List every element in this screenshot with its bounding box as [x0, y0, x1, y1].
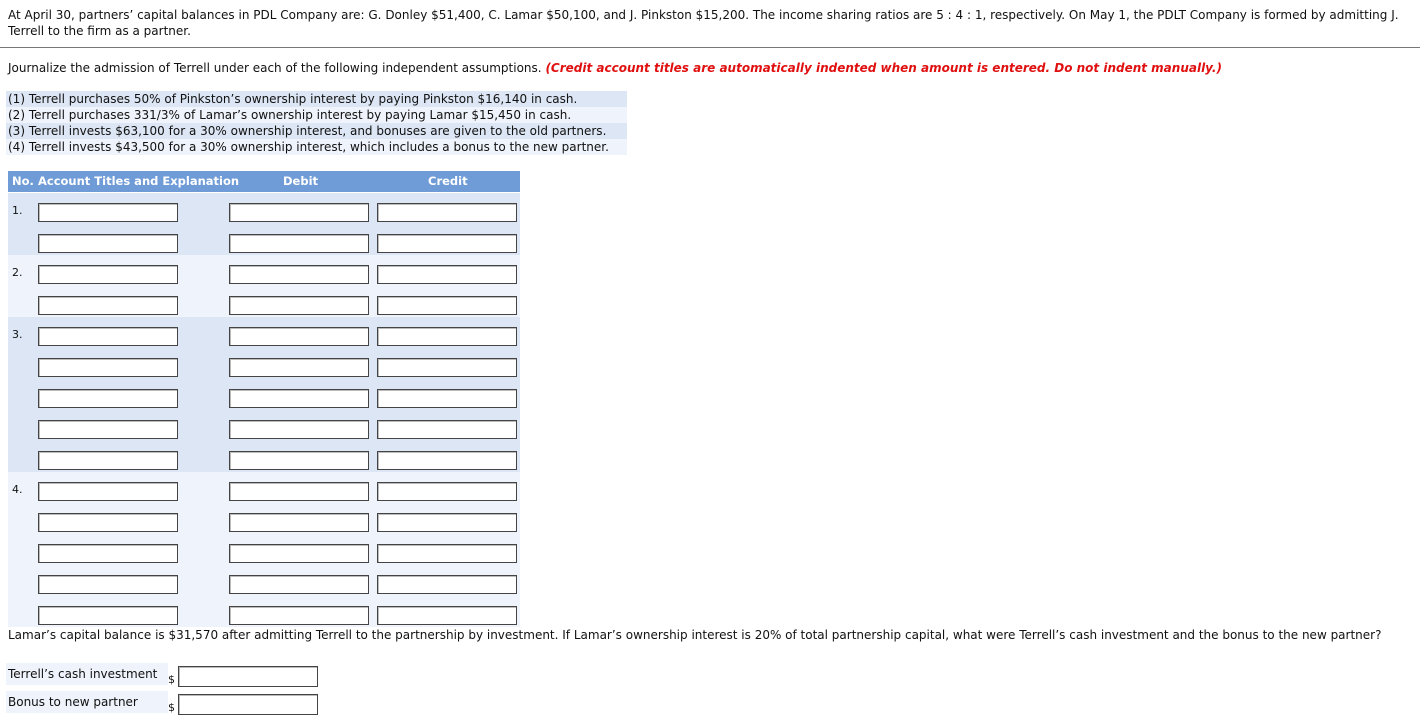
credit-input[interactable]	[377, 234, 517, 253]
credit-input[interactable]	[377, 265, 517, 284]
account-title-input[interactable]	[38, 482, 178, 501]
account-title-input[interactable]	[38, 327, 178, 346]
debit-input[interactable]	[229, 358, 369, 377]
question-2: Lamar’s capital balance is $31,570 after admitting Terrell to the partnership by investment. If Lamar’s ownership interest is 20% of total partnership capital, what were Terrell’s cash investment and the bonus to the new partner?	[8, 628, 1382, 642]
header-no: No.	[12, 174, 34, 188]
account-title-input[interactable]	[38, 389, 178, 408]
cash-investment-currency: $	[168, 673, 175, 686]
credit-input[interactable]	[377, 296, 517, 315]
debit-input[interactable]	[229, 420, 369, 439]
bonus-input[interactable]	[178, 694, 318, 715]
assumption-3: (3) Terrell invests $63,100 for a 30% ownership interest, and bonuses are given to the old partners.	[6, 123, 627, 139]
header-credit: Credit	[428, 174, 468, 188]
assumptions-list	[6, 91, 627, 155]
assumption-4: (4) Terrell invests $43,500 for a 30% ownership interest, which includes a bonus to the new partner.	[6, 139, 627, 155]
entry-number: 1.	[12, 204, 23, 217]
debit-input[interactable]	[229, 513, 369, 532]
credit-input[interactable]	[377, 606, 517, 625]
entry-number: 3.	[12, 328, 23, 341]
debit-input[interactable]	[229, 265, 369, 284]
credit-input[interactable]	[377, 513, 517, 532]
instructions-text: Journalize the admission of Terrell under each of the following independent assumptions.	[8, 61, 542, 75]
account-title-input[interactable]	[38, 451, 178, 470]
entry-number: 4.	[12, 483, 23, 496]
bonus-label: Bonus to new partner	[6, 691, 168, 713]
instructions	[8, 61, 1222, 75]
cash-investment-input[interactable]	[178, 666, 318, 687]
account-title-input[interactable]	[38, 544, 178, 563]
header-debit: Debit	[283, 174, 319, 188]
divider	[0, 47, 1420, 48]
entry-number: 2.	[12, 266, 23, 279]
journal-header	[8, 171, 520, 192]
cash-investment-label: Terrell’s cash investment	[6, 663, 168, 685]
account-title-input[interactable]	[38, 203, 178, 222]
account-title-input[interactable]	[38, 296, 178, 315]
instructions-note: (Credit account titles are automatically indented when amount is entered. Do not indent manually.)	[545, 61, 1222, 75]
problem-statement: At April 30, partners’ capital balances in PDL Company are: G. Donley $51,400, C. Lamar $50,100, and J. Pinkston $15,200. The income sharing ratios are 5 : 4 : 1, respectively. On May 1, the PDLT Company is formed by admitting J. Terrell to the firm as a partner.	[8, 8, 1399, 38]
debit-input[interactable]	[229, 296, 369, 315]
credit-input[interactable]	[377, 389, 517, 408]
header-account: Account Titles and Explanation	[38, 174, 240, 188]
credit-input[interactable]	[377, 544, 517, 563]
debit-input[interactable]	[229, 482, 369, 501]
debit-input[interactable]	[229, 327, 369, 346]
debit-input[interactable]	[229, 544, 369, 563]
debit-input[interactable]	[229, 389, 369, 408]
debit-input[interactable]	[229, 234, 369, 253]
credit-input[interactable]	[377, 420, 517, 439]
account-title-input[interactable]	[38, 606, 178, 625]
account-title-input[interactable]	[38, 234, 178, 253]
debit-input[interactable]	[229, 451, 369, 470]
account-title-input[interactable]	[38, 513, 178, 532]
debit-input[interactable]	[229, 606, 369, 625]
credit-input[interactable]	[377, 451, 517, 470]
assumption-1: (1) Terrell purchases 50% of Pinkston’s ownership interest by paying Pinkston $16,140 in cash.	[6, 91, 627, 107]
credit-input[interactable]	[377, 482, 517, 501]
credit-input[interactable]	[377, 327, 517, 346]
bonus-currency: $	[168, 701, 175, 714]
debit-input[interactable]	[229, 575, 369, 594]
credit-input[interactable]	[377, 358, 517, 377]
debit-input[interactable]	[229, 203, 369, 222]
assumption-2: (2) Terrell purchases 331/3% of Lamar’s ownership interest by paying Lamar $15,450 in cash.	[6, 107, 627, 123]
account-title-input[interactable]	[38, 358, 178, 377]
account-title-input[interactable]	[38, 265, 178, 284]
credit-input[interactable]	[377, 575, 517, 594]
account-title-input[interactable]	[38, 420, 178, 439]
account-title-input[interactable]	[38, 575, 178, 594]
credit-input[interactable]	[377, 203, 517, 222]
